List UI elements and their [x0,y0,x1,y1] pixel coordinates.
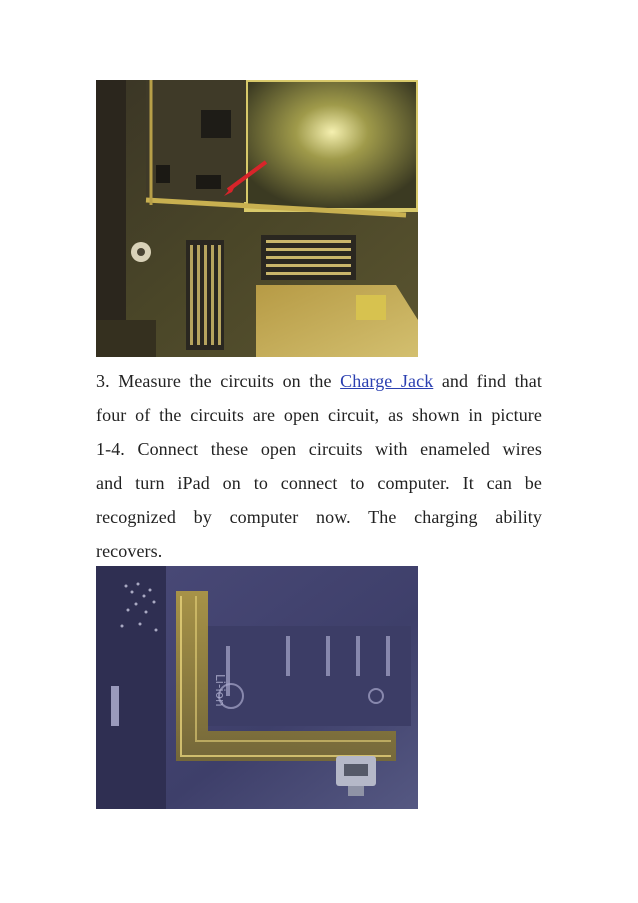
paragraph-line-5: recognized by computer now. The charging ability [96,507,542,527]
paragraph-text: and find that [433,371,542,391]
charge-jack-link[interactable]: Charge Jack [340,371,434,391]
paragraph-line-1 [96,364,542,398]
instruction-paragraph [96,364,542,568]
paragraph-line-2: four of the circuits are open circuit, as shown in picture [96,405,542,425]
paragraph-text: 3. Measure the circuits on the [96,371,341,391]
paragraph-line-3: 1-4. Connect these open circuits with enameled wires [96,439,542,459]
battery-label: Li-ion [213,674,227,707]
battery-flex-photo [96,566,418,809]
paragraph-line-6: recovers. [96,541,163,561]
paragraph-line-4: and turn iPad on to connect to computer. It can be [96,473,542,493]
logic-board-photo [96,80,418,357]
